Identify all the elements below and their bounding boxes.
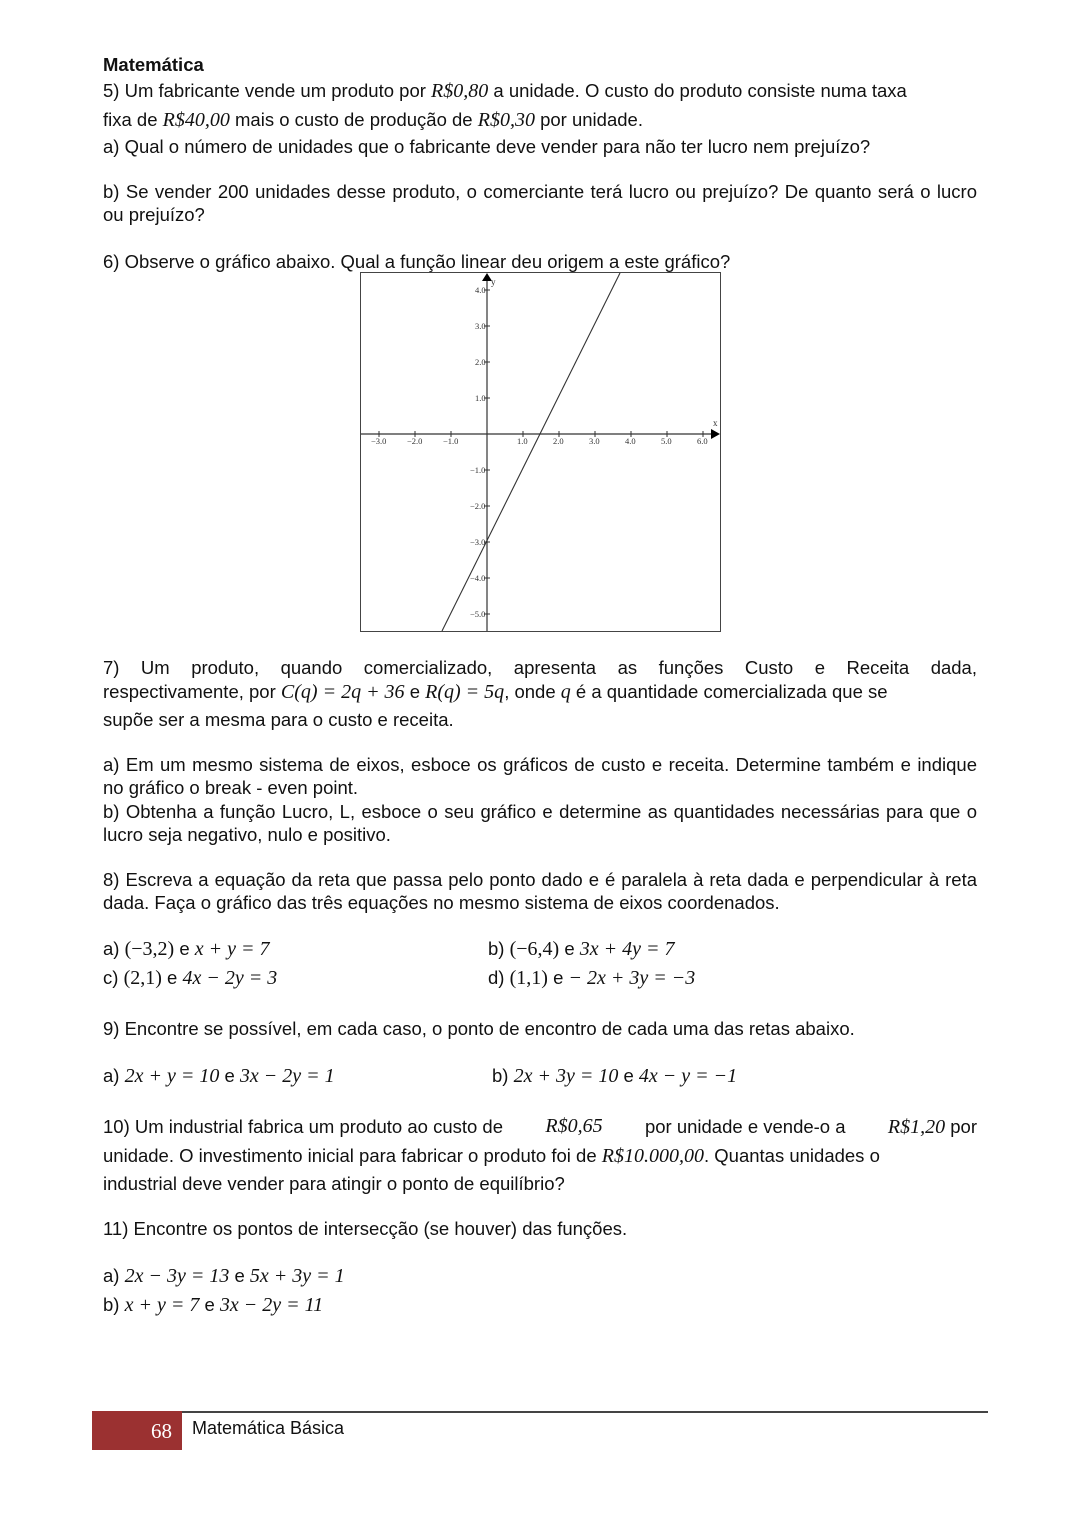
text: por unidade e vende-o a — [644, 1116, 846, 1137]
svg-text:2.0: 2.0 — [553, 436, 564, 446]
q6-text: 6) Observe o gráfico abaixo. Qual a função linear deu origem a este gráfico? — [103, 251, 731, 272]
svg-text:−2.0: −2.0 — [470, 501, 486, 511]
svg-text:2.0: 2.0 — [475, 357, 486, 367]
x-axis-arrow-icon — [711, 429, 720, 439]
math-unit-cost: R$0,65 — [545, 1115, 603, 1137]
svg-text:4.0: 4.0 — [625, 436, 636, 446]
function-line — [442, 273, 620, 631]
text: por unidade. — [534, 109, 643, 130]
svg-text:3.0: 3.0 — [589, 436, 600, 446]
text: é a quantidade comercializada que se — [570, 681, 888, 702]
math-fixed-fee: R$40,00 — [162, 109, 230, 131]
book-title: Matemática Básica — [192, 1418, 345, 1438]
x-tick-labels — [371, 431, 708, 446]
q7-line1: 7) Um produto, quando comercializado, apresenta as funções Custo e Receita dada, — [103, 657, 977, 678]
svg-text:−3.0: −3.0 — [371, 436, 387, 446]
svg-text:y: y — [491, 277, 496, 287]
q7-item-a: a) Em um mesmo sistema de eixos, esboce os gráficos de custo e receita. Determine também e indique no gráfico o break - even point. — [103, 754, 977, 798]
q10-line1 — [103, 1115, 977, 1139]
section-title: Matemática — [103, 54, 204, 75]
math-unit-price: R$1,20 — [887, 1116, 946, 1138]
text: , onde — [504, 681, 561, 702]
svg-text:−3.0: −3.0 — [470, 537, 486, 547]
q10-line3: industrial deve vender para atingir o ponto de equilíbrio? — [103, 1173, 565, 1194]
math-variable: q — [560, 681, 571, 703]
q9-item-b: b) 2x + 3y = 10 e 4x − y = −1 — [492, 1065, 738, 1087]
math-unit-cost: R$0,30 — [477, 109, 535, 131]
q5-line1 — [103, 79, 977, 103]
text: mais o custo de produção de — [229, 109, 478, 130]
math-price: R$0,80 — [431, 80, 489, 102]
text: respectivamente, por — [103, 681, 281, 702]
q8-item-d: d) (1,1) e − 2x + 3y = −3 — [488, 967, 696, 989]
q9-row — [103, 1064, 977, 1088]
svg-text:−1.0: −1.0 — [443, 436, 459, 446]
text: por — [945, 1116, 977, 1137]
text: e — [404, 681, 426, 702]
text: fixa de — [103, 109, 163, 130]
q11-item-b: b) x + y = 7 e 3x − 2y = 11 — [103, 1294, 324, 1316]
svg-text:−1.0: −1.0 — [470, 465, 486, 475]
q5-item-a: a) Qual o número de unidades que o fabricante deve vender para não ter lucro nem prejuízo? — [103, 136, 871, 157]
math-investment: R$10.000,00 — [601, 1145, 704, 1167]
q10-line2 — [103, 1144, 977, 1168]
q7-item-b: b) Obtenha a função Lucro, L, esboce o seu gráfico e determine as quantidades necessárias para que o lucro seja negativo, nulo e positivo. — [103, 801, 977, 845]
svg-text:−2.0: −2.0 — [407, 436, 423, 446]
q7-line2 — [103, 680, 977, 704]
svg-text:−4.0: −4.0 — [470, 573, 486, 583]
q8-item-a: a) (−3,2) e x + y = 7 — [103, 938, 270, 960]
chart-svg — [361, 273, 720, 631]
svg-text:−5.0: −5.0 — [470, 609, 486, 619]
svg-text:1.0: 1.0 — [517, 436, 528, 446]
page-number: 68 — [151, 1419, 172, 1443]
math-cost-function: C(q) = 2q + 36 — [280, 681, 405, 703]
q8-row1 — [103, 937, 977, 961]
text: . Quantas unidades o — [703, 1145, 880, 1166]
q8-item-b: b) (−6,4) e 3x + 4y = 7 — [488, 938, 675, 960]
q5-line2 — [103, 108, 977, 132]
q5-item-b: b) Se vender 200 unidades desse produto, o comerciante terá lucro ou prejuízo? De quanto será o lucro ou prejuízo? — [103, 181, 977, 225]
q8-text: 8) Escreva a equação da reta que passa pelo ponto dado e é paralela à reta dada e perpendicular à reta dada. Faça o gráfico das três equações no mesmo sistema de eixos coordenados. — [103, 869, 977, 913]
q7-line3: supõe ser a mesma para o custo e receita. — [103, 709, 454, 730]
svg-text:4.0: 4.0 — [475, 285, 486, 295]
footer-divider — [182, 1411, 988, 1413]
page-number-box — [92, 1411, 182, 1450]
q9-text: 9) Encontre se possível, em cada caso, o ponto de encontro de cada uma das retas abaixo. — [103, 1018, 855, 1039]
math-revenue-function: R(q) = 5q — [425, 681, 505, 703]
svg-text:6.0: 6.0 — [697, 436, 708, 446]
text: 10) Um industrial fabrica um produto ao custo de — [103, 1116, 504, 1137]
svg-text:3.0: 3.0 — [475, 321, 486, 331]
text: a unidade. O custo do produto consiste numa taxa — [488, 80, 907, 101]
q11-text: 11) Encontre os pontos de intersecção (se houver) das funções. — [103, 1218, 628, 1239]
text: unidade. O investimento inicial para fabricar o produto foi de — [103, 1145, 602, 1166]
q11-item-a: a) 2x − 3y = 13 e 5x + 3y = 1 — [103, 1265, 345, 1287]
svg-text:5.0: 5.0 — [661, 436, 672, 446]
svg-text:1.0: 1.0 — [475, 393, 486, 403]
text: 5) Um fabricante vende um produto por — [103, 80, 432, 101]
q8-item-c: c) (2,1) e 4x − 2y = 3 — [103, 967, 278, 989]
q8-row2 — [103, 966, 977, 990]
line-chart — [360, 272, 721, 632]
q9-item-a: a) 2x + y = 10 e 3x − 2y = 1 — [103, 1065, 335, 1087]
svg-text:x: x — [713, 418, 718, 428]
